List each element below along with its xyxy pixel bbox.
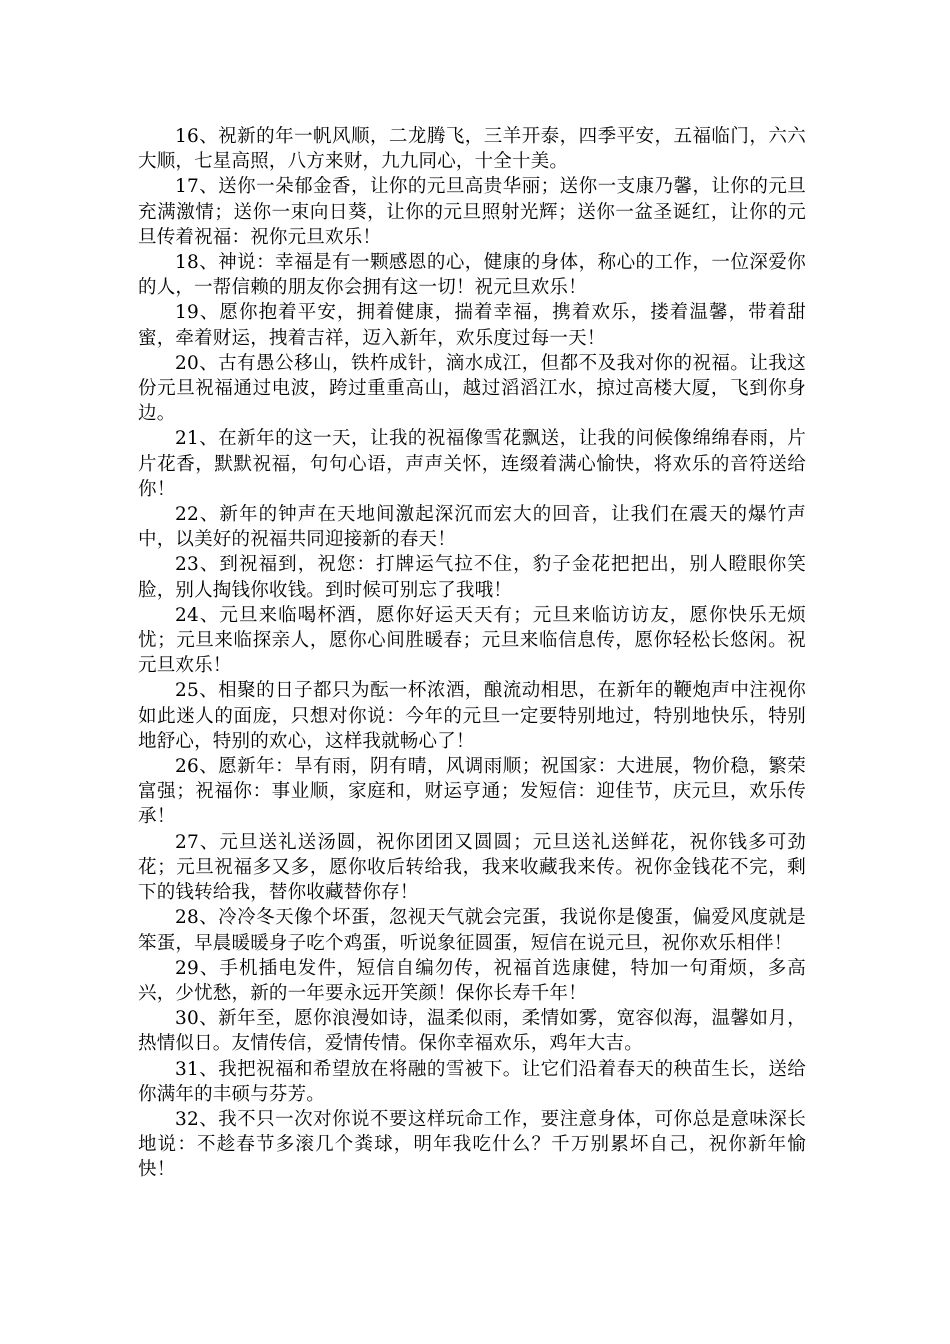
paragraph-30: 30、新年至，愿你浪漫如诗，温柔似雨，柔情如雾，宽容似海，温馨如月，热情似日。友情传信，爱情传情。保你幸福欢乐，鸡年大吉。 [138, 1008, 806, 1055]
paragraph-26: 26、愿新年：旱有雨，阴有晴，风调雨顺；祝国家：大进展，物价稳，繁荣富强；祝福你：事业顺，家庭和，财运亨通；发短信：迎佳节，庆元旦，欢乐传承！ [138, 756, 806, 828]
paragraph-16: 16、祝新的年一帆风顺，二龙腾飞，三羊开泰，四季平安，五福临门，六六大顺，七星高照，八方来财，九九同心，十全十美。 [138, 126, 806, 173]
paragraph-32: 32、我不只一次对你说不要这样玩命工作，要注意身体，可你总是意味深长地说：不趁春节多滚几个粪球，明年我吃什么？千万别累坏自己，祝你新年愉快！ [138, 1108, 806, 1181]
paragraph-22: 22、新年的钟声在天地间激起深沉而宏大的回音，让我们在震天的爆竹声中，以美好的祝福共同迎接新的春天！ [138, 504, 806, 551]
paragraph-24: 24、元旦来临喝杯酒，愿你好运天天有；元旦来临访访友，愿你快乐无烦忧；元旦来临探亲人，愿你心间胜暖春；元旦来临信息传，愿你轻松长悠闲。祝元旦欢乐！ [138, 604, 806, 677]
paragraph-31: 31、我把祝福和希望放在将融的雪被下。让它们沿着春天的秧苗生长，送给你满年的丰硕与芬芳。 [138, 1058, 806, 1105]
paragraph-23: 23、到祝福到，祝您：打牌运气拉不住，豹子金花把把出，别人瞪眼你笑脸，别人掏钱你收钱。到时候可别忘了我哦！ [138, 554, 806, 601]
paragraph-25: 25、相聚的日子都只为酝一杯浓酒，酿流动相思，在新年的鞭炮声中注视你如此迷人的面庞，只想对你说：今年的元旦一定要特别地过，特别地快乐，特别地舒心，特别的欢心，这样我就畅心了！ [138, 680, 806, 752]
paragraph-21: 21、在新年的这一天，让我的祝福像雪花飘送，让我的问候像绵绵春雨，片片花香，默默祝福，句句心语，声声关怀，连缀着满心愉快，将欢乐的音符送给你！ [138, 428, 806, 500]
paragraph-20: 20、古有愚公移山，铁杵成针，滴水成江，但都不及我对你的祝福。让我这份元旦祝福通过电波，跨过重重高山，越过滔滔江水，掠过高楼大厦，飞到你身边。 [138, 352, 806, 425]
paragraph-18: 18、神说：幸福是有一颗感恩的心，健康的身体，称心的工作，一位深爱你的人，一帮信赖的朋友你会拥有这一切！祝元旦欢乐！ [138, 252, 806, 299]
paragraph-29: 29、手机插电发件，短信自编勿传，祝福首选康健，特加一句甭烦，多高兴，少忧愁，新的一年要永远开笑颜！保你长寿千年！ [138, 957, 806, 1004]
paragraph-28: 28、冷冷冬天像个坏蛋，忽视天气就会完蛋，我说你是傻蛋，偏爱风度就是笨蛋，早晨暖暖身子吃个鸡蛋，听说象征圆蛋，短信在说元旦，祝你欢乐相伴！ [138, 907, 806, 954]
paragraph-19: 19、愿你抱着平安，拥着健康，揣着幸福，携着欢乐，搂着温馨，带着甜蜜，牵着财运，拽着吉祥，迈入新年，欢乐度过每一天！ [138, 302, 806, 349]
paragraph-27: 27、元旦送礼送汤圆，祝你团团又圆圆；元旦送礼送鲜花，祝你钱多可劲花；元旦祝福多又多，愿你收后转给我，我来收藏我来传。祝你金钱花不完，剩下的钱转给我，替你收藏替你存！ [138, 831, 806, 904]
paragraph-17: 17、送你一朵郁金香，让你的元旦高贵华丽；送你一支康乃馨，让你的元旦充满激情；送你一束向日葵，让你的元旦照射光辉；送你一盆圣诞红，让你的元旦传着祝福：祝你元旦欢乐！ [138, 176, 806, 248]
document-body [138, 124, 806, 1183]
